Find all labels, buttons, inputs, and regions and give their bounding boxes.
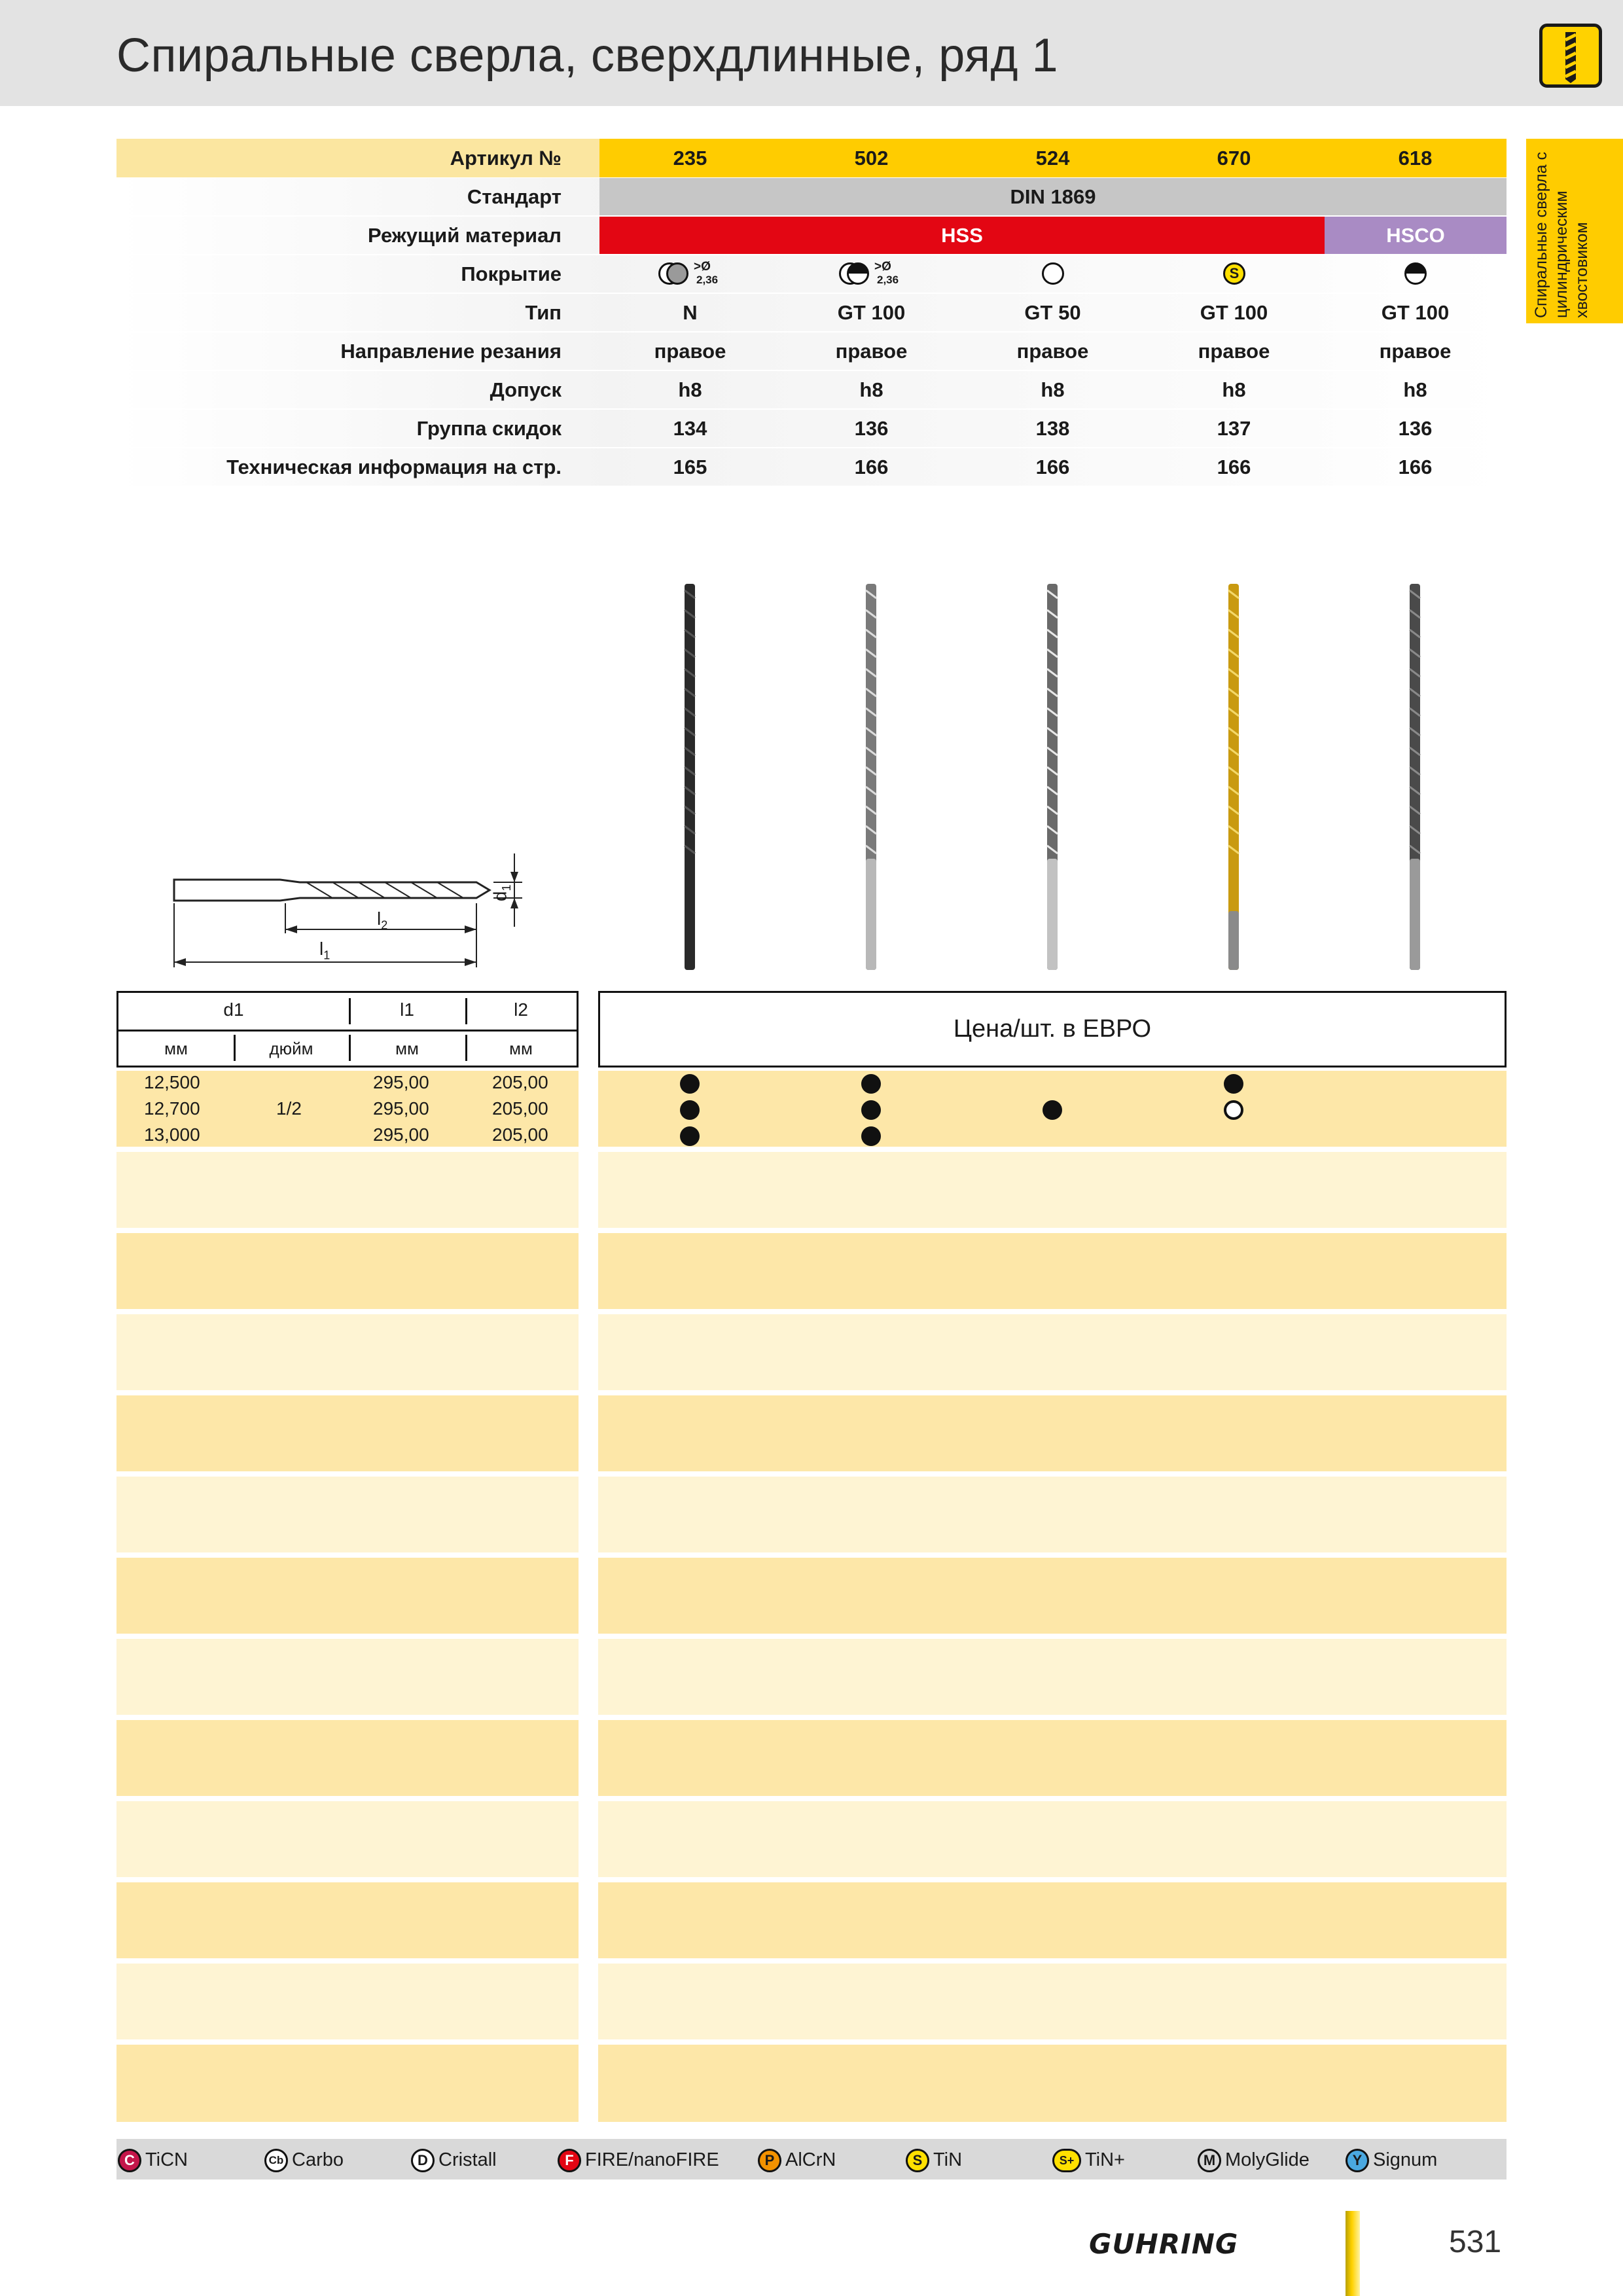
drill-category-icon (1539, 24, 1602, 88)
coating-signum-icon: Y (1346, 2149, 1369, 2172)
drill-image-670 (1226, 584, 1241, 970)
direction-value: правое (835, 340, 908, 363)
drill-image-235 (682, 584, 698, 970)
dim-l2-sub: 2 (381, 918, 388, 932)
table-band-right (598, 2045, 1507, 2122)
tech-info-page[interactable]: 166 (1398, 456, 1433, 478)
legend-item (906, 2147, 962, 2173)
coating-steam-icon (658, 262, 730, 291)
article-number: 502 (854, 147, 889, 170)
d1-inch: 1/2 (276, 1098, 302, 1119)
available-dot (861, 1126, 881, 1146)
direction-value: правое (1198, 340, 1270, 363)
dim-label-l1 (319, 939, 330, 963)
table-band-left (116, 1882, 579, 1958)
legend-label: Carbo (292, 2149, 344, 2170)
dim-label-d1 (490, 885, 514, 902)
price-header: Цена/шт. в ЕВРО (953, 1015, 1152, 1043)
tech-info-page[interactable]: 165 (673, 456, 707, 478)
coating-note-value: 2,36 (696, 274, 719, 286)
table-band-left (116, 1558, 579, 1634)
discount-value: 136 (854, 417, 889, 440)
available-dot (861, 1100, 881, 1120)
price-header-box (598, 991, 1507, 1067)
header-divider (118, 1030, 577, 1031)
coating-half-icon (1404, 262, 1427, 285)
table-band-right (598, 1395, 1507, 1471)
unit-mm: мм (395, 1039, 419, 1058)
legend-item (118, 2147, 188, 2173)
article-number: 524 (1035, 147, 1070, 170)
coating-tin-plus-icon: S+ (1052, 2149, 1081, 2172)
type-value: GT 50 (1024, 301, 1081, 324)
spec-row-type (116, 293, 1507, 332)
page-title: Спиральные сверла, сверхдлинные, ряд 1 (116, 29, 1059, 82)
coating-note-value: 2,36 (877, 274, 899, 286)
article-number: 618 (1398, 147, 1433, 170)
header-l2: l2 (514, 999, 528, 1020)
available-dot (680, 1100, 700, 1120)
coating-cristall-icon: D (411, 2149, 435, 2172)
table-band-right (598, 1964, 1507, 2039)
table-band-right (598, 1558, 1507, 1634)
spec-label-article: Артикул № (450, 147, 562, 170)
side-tab-label: Спиральные сверла с цилиндрическим хвостовиком (1532, 152, 1591, 318)
direction-value: правое (1379, 340, 1452, 363)
available-dot (1224, 1074, 1243, 1094)
spec-label-type: Тип (525, 301, 562, 324)
article-number: 670 (1217, 147, 1251, 170)
dim-label-l2 (377, 908, 387, 933)
legend-item (1346, 2147, 1437, 2173)
table-band-right (598, 1152, 1507, 1228)
legend-label: Cristall (438, 2149, 497, 2170)
spec-label-standard: Стандарт (467, 185, 562, 208)
dimension-table-header (116, 991, 579, 1067)
table-row (116, 1123, 1507, 1149)
legend-item (411, 2147, 497, 2173)
l1-value: 295,00 (373, 1098, 429, 1119)
l2-value: 205,00 (492, 1072, 548, 1092)
footer-accent-bar (1346, 2211, 1360, 2296)
dim-l1-letter: l (319, 939, 324, 959)
spec-row-tolerance (116, 370, 1507, 409)
coating-bright-icon (1042, 262, 1064, 285)
legend-item (1052, 2147, 1125, 2173)
table-band-left (116, 1233, 579, 1309)
discount-value: 134 (673, 417, 707, 440)
tolerance-value: h8 (1222, 378, 1246, 401)
drill-image-524 (1044, 584, 1060, 970)
legend-label: AlCrN (785, 2149, 836, 2170)
table-row (116, 1071, 1507, 1097)
standard-value: DIN 1869 (1010, 185, 1096, 208)
coating-note: >Ø (694, 260, 711, 274)
spec-row-tech-info (116, 448, 1507, 486)
available-soon-dot (1224, 1100, 1243, 1120)
coating-molyglide-icon: M (1198, 2149, 1221, 2172)
tech-info-page[interactable]: 166 (854, 456, 889, 478)
l1-value: 295,00 (373, 1124, 429, 1145)
table-band-left (116, 1314, 579, 1390)
legend-item (758, 2147, 836, 2173)
drill-image-502 (863, 584, 879, 970)
table-band-right (598, 1882, 1507, 1958)
legend-label: MolyGlide (1225, 2149, 1310, 2170)
page-number: 531 (1449, 2225, 1502, 2259)
tolerance-value: h8 (678, 378, 702, 401)
tolerance-value: h8 (1403, 378, 1427, 401)
spec-label-discount: Группа скидок (416, 417, 562, 440)
unit-mm: мм (509, 1039, 533, 1058)
table-band-right (598, 1233, 1507, 1309)
dim-d1-letter: d (490, 891, 510, 902)
discount-value: 136 (1398, 417, 1433, 440)
tech-info-page[interactable]: 166 (1217, 456, 1251, 478)
l1-value: 295,00 (373, 1072, 429, 1092)
coating-fire-icon: F (558, 2149, 581, 2172)
spec-row-article (116, 139, 1507, 177)
coating-note: >Ø (874, 260, 891, 274)
table-band-right (598, 1477, 1507, 1552)
table-band-left (116, 1639, 579, 1715)
tech-info-page[interactable]: 166 (1035, 456, 1070, 478)
dim-l1-sub: 1 (323, 948, 330, 962)
d1-mm: 12,700 (144, 1098, 200, 1119)
coating-ticn-icon: C (118, 2149, 141, 2172)
unit-inch: дюйм (269, 1039, 313, 1058)
table-band-right (598, 1639, 1507, 1715)
available-dot (680, 1074, 700, 1094)
available-dot (861, 1074, 881, 1094)
spec-label-coating: Покрытие (461, 262, 562, 285)
discount-value: 138 (1035, 417, 1070, 440)
spec-row-discount (116, 409, 1507, 448)
table-row (116, 1097, 1507, 1123)
table-band-left (116, 1395, 579, 1471)
table-band-left (116, 1720, 579, 1796)
table-band-left (116, 2045, 579, 2122)
table-band-left (116, 1801, 579, 1877)
material-hsco: HSCO (1386, 224, 1445, 247)
available-dot (680, 1126, 700, 1146)
spec-row-material (116, 216, 1507, 255)
coating-alcrn-icon: P (758, 2149, 781, 2172)
coating-carbo-icon: Cb (264, 2149, 288, 2172)
legend-item (264, 2147, 344, 2173)
brand-logo: GUHRING (1089, 2228, 1239, 2260)
unit-mm: мм (164, 1039, 188, 1058)
spec-row-standard (116, 177, 1507, 216)
drill-dimension-diagram (169, 848, 535, 973)
type-value: GT 100 (1200, 301, 1268, 324)
spec-label-tolerance: Допуск (490, 378, 562, 401)
legend-label: Signum (1373, 2149, 1438, 2170)
d1-mm: 13,000 (144, 1124, 200, 1145)
legend-item (1198, 2147, 1310, 2173)
legend-item (558, 2147, 719, 2173)
coating-half-icon (839, 262, 911, 291)
coating-tin-icon: S (1223, 262, 1245, 285)
type-value: GT 100 (837, 301, 906, 324)
tolerance-value: h8 (1041, 378, 1065, 401)
table-band-left (116, 1477, 579, 1552)
legend-label: FIRE/nanoFIRE (585, 2149, 719, 2170)
spec-row-direction (116, 332, 1507, 370)
coating-tin-icon: S (906, 2149, 929, 2172)
discount-value: 137 (1217, 417, 1251, 440)
table-band-right (598, 1801, 1507, 1877)
spec-label-material: Режущий материал (368, 224, 562, 247)
header-d1: d1 (223, 999, 244, 1020)
dim-l2-letter: l (377, 908, 382, 929)
header-l1: l1 (400, 999, 414, 1020)
legend-label: TiN+ (1085, 2149, 1125, 2170)
material-hss: HSS (941, 224, 983, 247)
direction-value: правое (654, 340, 726, 363)
l2-value: 205,00 (492, 1098, 548, 1119)
spec-label-direction: Направление резания (340, 340, 562, 363)
table-band-right (598, 1314, 1507, 1390)
table-band-right (598, 1720, 1507, 1796)
dim-d1-sub: 1 (500, 884, 514, 891)
legend-label: TiN (933, 2149, 963, 2170)
type-value: N (683, 301, 698, 324)
table-band-left (116, 1152, 579, 1228)
article-number: 235 (673, 147, 707, 170)
spec-label-tech-info: Техническая информация на стр. (226, 456, 562, 478)
table-band-left (116, 1964, 579, 2039)
spec-row-coating (116, 255, 1507, 293)
tolerance-value: h8 (859, 378, 883, 401)
l2-value: 205,00 (492, 1124, 548, 1145)
drill-image-618 (1407, 584, 1423, 970)
d1-mm: 12,500 (144, 1072, 200, 1092)
legend-label: TiCN (145, 2149, 188, 2170)
direction-value: правое (1016, 340, 1089, 363)
available-dot (1043, 1100, 1062, 1120)
type-value: GT 100 (1381, 301, 1450, 324)
